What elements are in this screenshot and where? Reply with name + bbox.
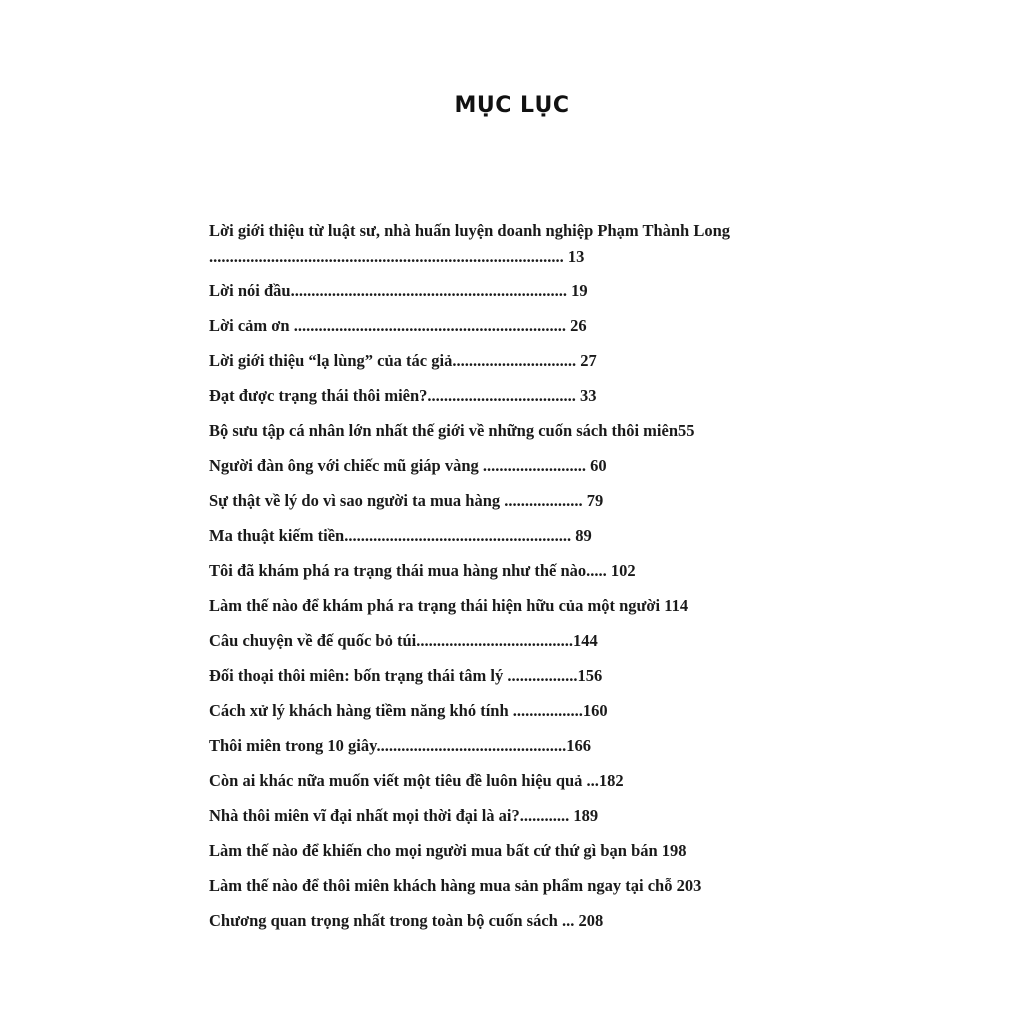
- table-of-contents: [209, 214, 809, 938]
- toc-entry: Làm thế nào để thôi miên khách hàng mua sản phẩm ngay tại chỗ 203: [209, 876, 702, 895]
- toc-entry: Cách xử lý khách hàng tiềm năng khó tính .................160: [209, 701, 608, 720]
- toc-entry: Nhà thôi miên vĩ đại nhất mọi thời đại là ai?............ 189: [209, 806, 599, 825]
- toc-entry: Chương quan trọng nhất trong toàn bộ cuốn sách ... 208: [209, 911, 604, 930]
- toc-entry: Đạt được trạng thái thôi miên?.................................... 33: [209, 386, 597, 405]
- toc-entry: Lời nói đầu................................................................... 19: [209, 281, 588, 300]
- toc-entry: Còn ai khác nữa muốn viết một tiêu đề luôn hiệu quả ...182: [209, 771, 624, 790]
- toc-entry: Câu chuyện về đế quốc bỏ túi......................................144: [209, 631, 598, 650]
- toc-entry: Lời giới thiệu “lạ lùng” của tác giả.............................. 27: [209, 351, 597, 370]
- toc-entry-continuation: ...................................................................................... 13: [209, 247, 585, 266]
- toc-entry: Bộ sưu tập cá nhân lớn nhất thế giới về những cuốn sách thôi miên55: [209, 421, 695, 440]
- toc-entry: Thôi miên trong 10 giây..............................................166: [209, 736, 591, 755]
- toc-entry: Ma thuật kiếm tiền....................................................... 89: [209, 526, 592, 545]
- toc-entry: Tôi đã khám phá ra trạng thái mua hàng như thế nào..... 102: [209, 561, 636, 580]
- page-title: MỤC LỤC: [454, 93, 570, 118]
- toc-entry: Lời cảm ơn .................................................................. 26: [209, 316, 587, 335]
- toc-entry: Sự thật về lý do vì sao người ta mua hàng ................... 79: [209, 491, 604, 510]
- toc-entry: Làm thế nào để khám phá ra trạng thái hiện hữu của một người 114: [209, 596, 689, 615]
- toc-entry: Đối thoại thôi miên: bốn trạng thái tâm lý .................156: [209, 666, 603, 685]
- toc-entry: Lời giới thiệu từ luật sư, nhà huấn luyện doanh nghiệp Phạm Thành Long: [209, 221, 731, 240]
- toc-entry: Làm thế nào để khiến cho mọi người mua bất cứ thứ gì bạn bán 198: [209, 841, 687, 860]
- toc-entry: Người đàn ông với chiếc mũ giáp vàng ......................... 60: [209, 456, 607, 475]
